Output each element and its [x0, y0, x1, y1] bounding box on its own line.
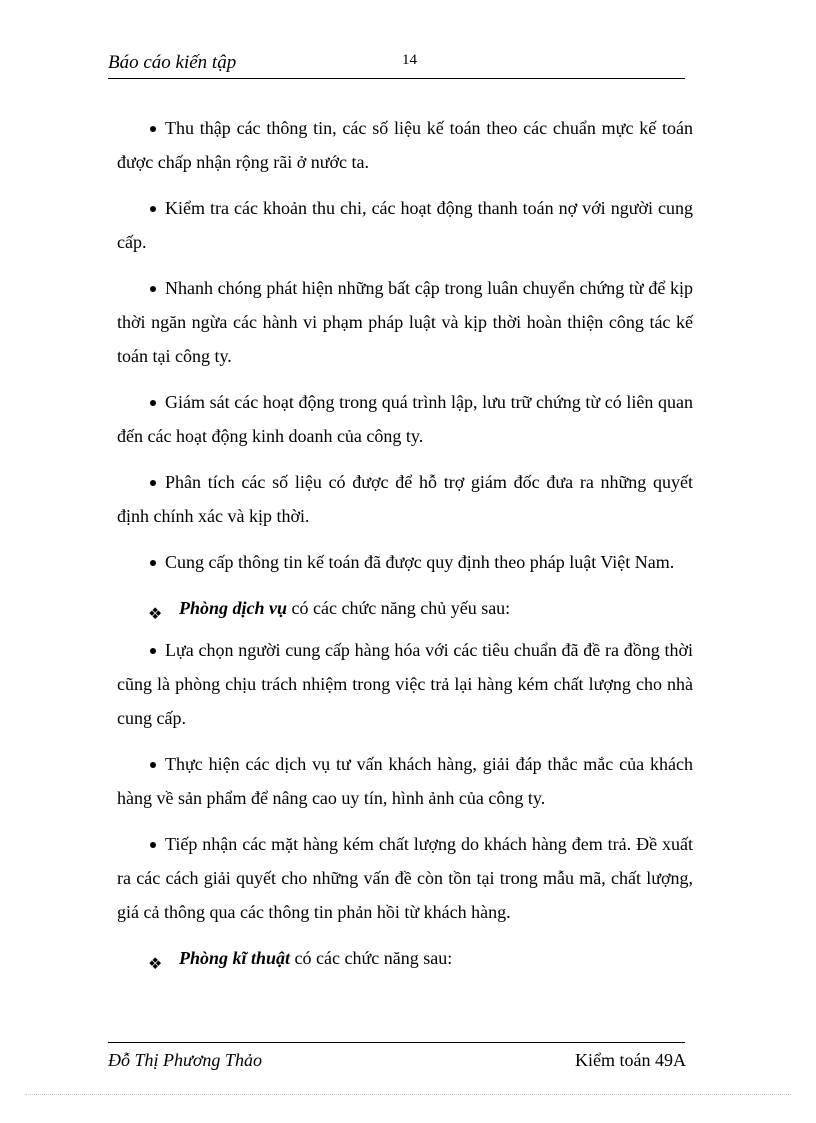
page-number: 14	[402, 52, 417, 68]
list-item	[117, 633, 693, 735]
heading-bold: Phòng dịch vụ	[179, 598, 288, 618]
list-item	[117, 191, 693, 259]
list-item	[117, 827, 693, 929]
list-item	[117, 385, 693, 453]
page-edge-divider	[25, 1094, 791, 1095]
footer-divider	[108, 1042, 685, 1043]
header-title: Báo cáo kiến tập	[108, 52, 237, 73]
list-item-text: Cung cấp thông tin kế toán đã được quy định theo pháp luật Việt Nam.	[165, 552, 675, 572]
page-body	[117, 111, 693, 983]
bullet-icon	[150, 126, 156, 132]
heading-rest: có các chức năng sau:	[290, 948, 453, 968]
heading-bold: Phòng kĩ thuật	[179, 948, 291, 968]
bullet-icon	[150, 286, 156, 292]
list-item-text: Tiếp nhận các mặt hàng kém chất lượng do khách hàng đem trả. Đề xuất ra các cách giải quyết cho những vấn đề còn tồn tại trong mẫu mã, chất lượng, giá cả thông qua các thông tin phản hồi từ khách hàng.	[117, 834, 693, 922]
diamond-bullet-icon: ❖	[148, 954, 163, 973]
list-item-text: Phân tích các số liệu có được để hỗ trợ giám đốc đưa ra những quyết định chính xác và kịp thời.	[117, 472, 693, 526]
list-item-text: Nhanh chóng phát hiện những bất cập trong luân chuyển chứng từ để kịp thời ngăn ngừa các hành vi phạm pháp luật và kịp thời hoàn thiện công tác kế toán tại công ty.	[117, 278, 693, 366]
section-heading-service	[117, 591, 693, 625]
footer-author: Đỗ Thị Phương Thảo	[108, 1050, 262, 1070]
list-item	[117, 111, 693, 179]
list-item-text: Giám sát các hoạt động trong quá trình lập, lưu trữ chứng từ có liên quan đến các hoạt động kinh doanh của công ty.	[117, 392, 693, 446]
bullet-icon	[150, 560, 156, 566]
bullet-icon	[150, 648, 156, 654]
list-item	[117, 271, 693, 373]
list-item	[117, 545, 693, 579]
list-item-text: Thu thập các thông tin, các số liệu kế toán theo các chuẩn mực kế toán được chấp nhận rộng rãi ở nước ta.	[117, 118, 693, 172]
bullet-icon	[150, 206, 156, 212]
list-item-text: Lựa chọn người cung cấp hàng hóa với các tiêu chuẩn đã đề ra đồng thời cũng là phòng chịu trách nhiệm trong việc trả lại hàng kém chất lượng cho nhà cung cấp.	[117, 640, 693, 728]
list-item	[117, 747, 693, 815]
footer-class: Kiểm toán 49A	[575, 1050, 686, 1070]
list-item-text: Thực hiện các dịch vụ tư vấn khách hàng, giải đáp thắc mắc của khách hàng về sản phẩm để nâng cao uy tín, hình ảnh của công ty.	[117, 754, 693, 808]
heading-rest: có các chức năng chủ yếu sau:	[287, 598, 511, 618]
section-heading-tech	[117, 941, 693, 975]
diamond-bullet-icon: ❖	[148, 604, 163, 623]
bullet-icon	[150, 762, 156, 768]
bullet-icon	[150, 842, 156, 848]
page-header	[108, 50, 685, 79]
bullet-icon	[150, 400, 156, 406]
list-item-text: Kiểm tra các khoản thu chi, các hoạt động thanh toán nợ với người cung cấp.	[117, 198, 693, 252]
list-item	[117, 465, 693, 533]
bullet-icon	[150, 480, 156, 486]
